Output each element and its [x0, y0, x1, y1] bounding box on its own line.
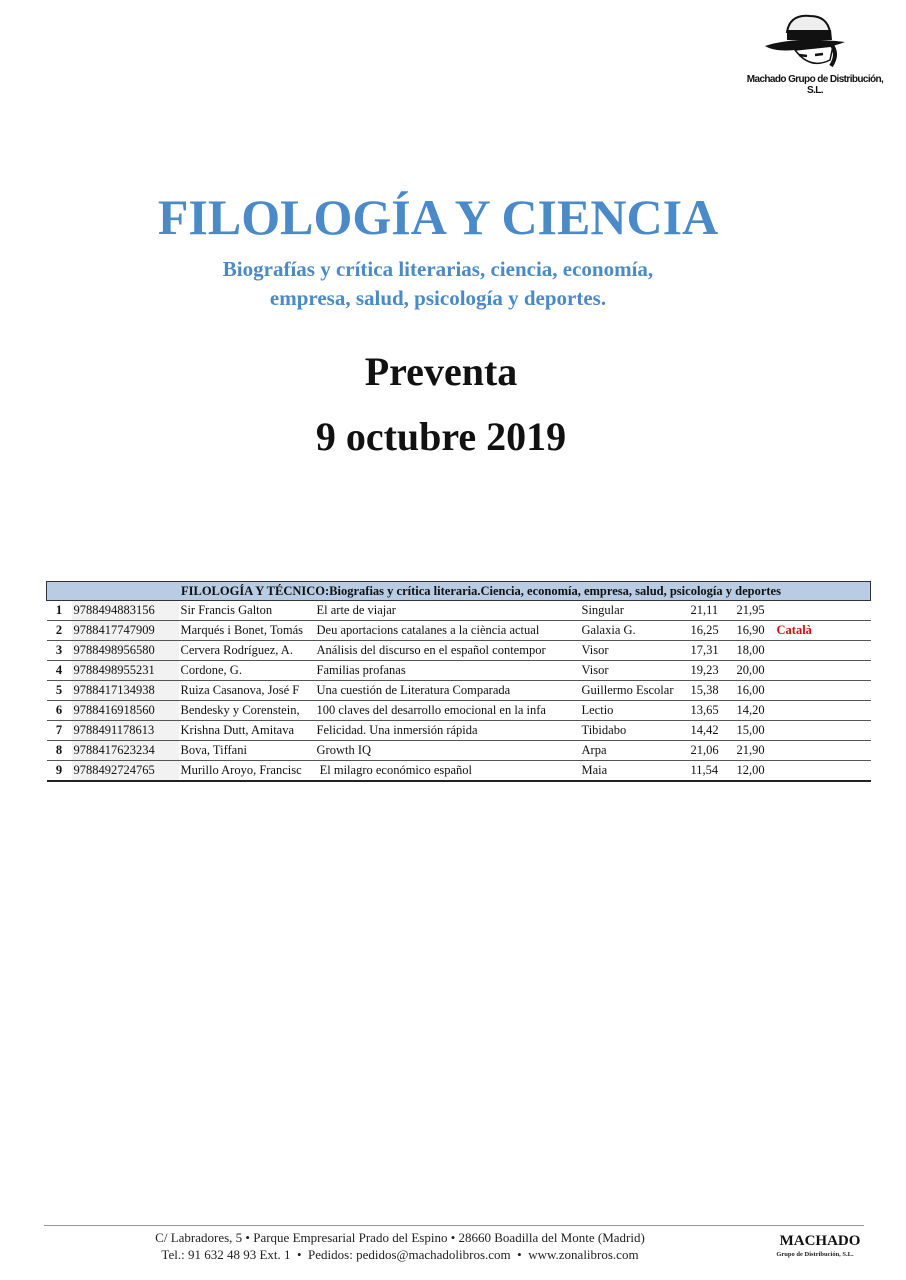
table-row	[47, 641, 871, 661]
pvp-cell: 16,90	[735, 621, 775, 641]
note-cell	[775, 761, 871, 782]
row-number: 1	[47, 601, 72, 621]
row-number: 8	[47, 741, 72, 761]
publisher-cell: Galaxia G.	[580, 621, 689, 641]
pvp-cell: 21,95	[735, 601, 775, 621]
table-row	[47, 741, 871, 761]
note-cell	[775, 701, 871, 721]
table-heading: FILOLOGÍA Y TÉCNICO:Biografias y crítica literaria.Ciencia, economía, empresa, salud, psicología y deportes	[47, 582, 871, 601]
title-cell: Growth IQ	[315, 741, 580, 761]
man-with-hat-icon	[735, 10, 885, 72]
title-cell: Deu aportacions catalanes a la ciència actual	[315, 621, 580, 641]
author-cell: Murillo Aroyo, Francisc	[179, 761, 315, 782]
pvp-cell: 20,00	[735, 661, 775, 681]
preventa-heading: Preventa	[364, 349, 518, 394]
row-number: 6	[47, 701, 72, 721]
footer-brand-sub: Grupo de Distribución, S.L.	[776, 1251, 854, 1258]
publisher-cell: Arpa	[580, 741, 689, 761]
publisher-cell: Visor	[580, 661, 689, 681]
footer-contact: Tel.: 91 632 48 93 Ext. 1 • Pedidos: pedidos@machadolibros.com • www.zonalibros.com	[161, 1247, 639, 1262]
pvp-cell: 21,90	[735, 741, 775, 761]
title-cell: Una cuestión de Literatura Comparada	[315, 681, 580, 701]
row-number: 5	[47, 681, 72, 701]
table-row	[47, 761, 871, 782]
isbn-cell: 9788416918560	[72, 701, 179, 721]
isbn-cell: 9788417134938	[72, 681, 179, 701]
pvp-cell: 15,00	[735, 721, 775, 741]
title-cell: Análisis del discurso en el español contempor	[315, 641, 580, 661]
row-number: 2	[47, 621, 72, 641]
author-cell: Bendesky y Corenstein,	[179, 701, 315, 721]
price-cell: 21,06	[689, 741, 735, 761]
row-number: 4	[47, 661, 72, 681]
title-cell: Familias profanas	[315, 661, 580, 681]
table-row	[47, 621, 871, 641]
author-cell: Sir Francis Galton	[179, 601, 315, 621]
footer-divider	[44, 1225, 864, 1226]
author-cell: Bova, Tiffani	[179, 741, 315, 761]
author-cell: Ruiza Casanova, José F	[179, 681, 315, 701]
title-cell: 100 claves del desarrollo emocional en la infa	[315, 701, 580, 721]
author-cell: Cordone, G.	[179, 661, 315, 681]
publisher-cell: Maia	[580, 761, 689, 782]
table-row	[47, 721, 871, 741]
price-cell: 17,31	[689, 641, 735, 661]
isbn-cell: 9788417747909	[72, 621, 179, 641]
price-cell: 21,11	[689, 601, 735, 621]
isbn-cell: 9788417623234	[72, 741, 179, 761]
isbn-cell: 9788498956580	[72, 641, 179, 661]
title-cell: Felicidad. Una inmersión rápida	[315, 721, 580, 741]
table-row	[47, 681, 871, 701]
isbn-cell: 9788491178613	[72, 721, 179, 741]
row-number: 7	[47, 721, 72, 741]
price-cell: 19,23	[689, 661, 735, 681]
title-cell: El arte de viajar	[315, 601, 580, 621]
note-cell: Català	[775, 621, 871, 641]
footer-brand: MACHADO	[779, 1233, 861, 1249]
author-cell: Marqués i Bonet, Tomás	[179, 621, 315, 641]
subtitle-line-2: empresa, salud, psicología y deportes.	[269, 286, 607, 310]
books-table	[46, 581, 871, 782]
pvp-cell: 18,00	[735, 641, 775, 661]
price-cell: 15,38	[689, 681, 735, 701]
pvp-cell: 12,00	[735, 761, 775, 782]
page-title: FILOLOGÍA Y CIENCIA	[157, 189, 719, 245]
publisher-cell: Singular	[580, 601, 689, 621]
price-cell: 16,25	[689, 621, 735, 641]
note-cell	[775, 721, 871, 741]
note-cell	[775, 661, 871, 681]
price-cell: 14,42	[689, 721, 735, 741]
price-cell: 13,65	[689, 701, 735, 721]
publisher-cell: Lectio	[580, 701, 689, 721]
note-cell	[775, 741, 871, 761]
table-row	[47, 701, 871, 721]
author-cell: Krishna Dutt, Amitava	[179, 721, 315, 741]
logo-text: Machado Grupo de Distribución, S.L.	[746, 74, 884, 96]
row-number: 9	[47, 761, 72, 782]
footer-address: C/ Labradores, 5 • Parque Empresarial Prado del Espino • 28660 Boadilla del Monte (Madrid)	[155, 1230, 645, 1245]
publisher-cell: Guillermo Escolar	[580, 681, 689, 701]
date-heading: 9 octubre 2019	[315, 414, 567, 459]
pvp-cell: 14,20	[735, 701, 775, 721]
machado-logo	[735, 10, 885, 95]
note-cell	[775, 601, 871, 621]
table-row	[47, 661, 871, 681]
note-cell	[775, 681, 871, 701]
note-cell	[775, 641, 871, 661]
isbn-cell: 9788492724765	[72, 761, 179, 782]
isbn-cell: 9788498955231	[72, 661, 179, 681]
table-row	[47, 601, 871, 621]
isbn-cell: 9788494883156	[72, 601, 179, 621]
pvp-cell: 16,00	[735, 681, 775, 701]
row-number: 3	[47, 641, 72, 661]
author-cell: Cervera Rodríguez, A.	[179, 641, 315, 661]
subtitle-line-1: Biografías y crítica literarias, ciencia, economía,	[222, 257, 654, 281]
price-cell: 11,54	[689, 761, 735, 782]
publisher-cell: Tibidabo	[580, 721, 689, 741]
title-cell: El milagro económico español	[315, 761, 580, 782]
publisher-cell: Visor	[580, 641, 689, 661]
